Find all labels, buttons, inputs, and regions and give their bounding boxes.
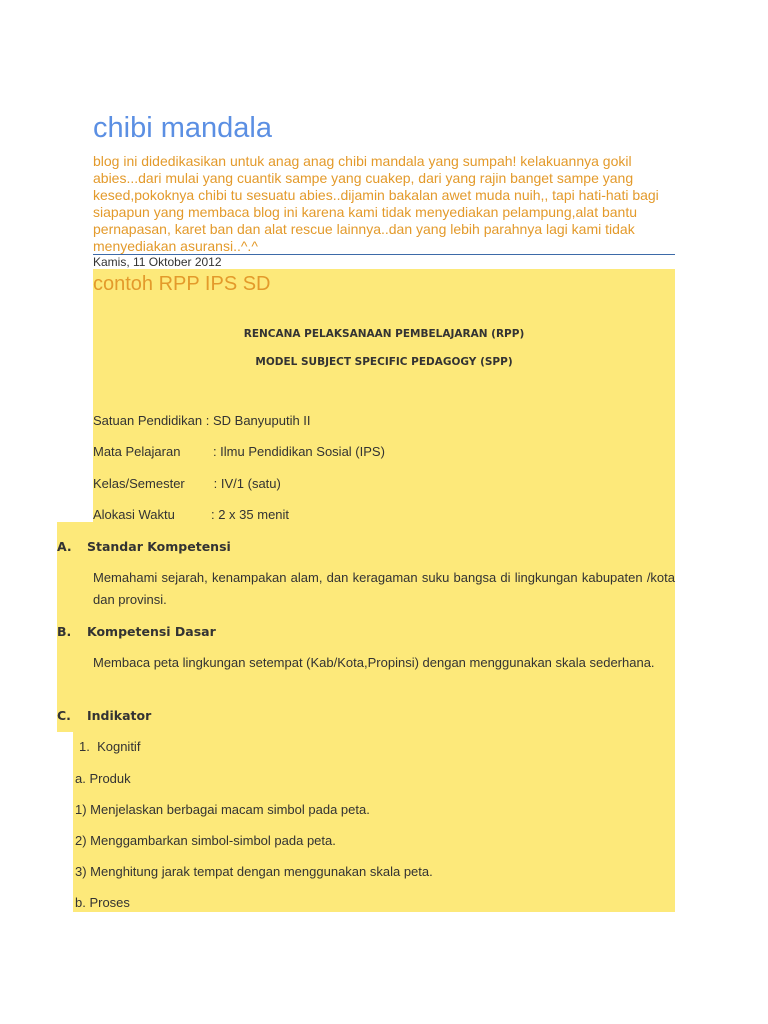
section-a-text: Memahami sejarah, kenampakan alam, dan keragaman suku bangsa di lingkungan kabupaten /kota dan provinsi. — [93, 570, 675, 607]
blog-description: blog ini didedikasikan untuk anag anag chibi mandala yang sumpah! kelakuannya gokil abies...dari mulai yang cuantik sampe yang cuakep, dari yang rajin banget sampe yang kesed,pokoknya chibi tu sesuatu abies..dijamin bakalan awet muda nuih,, tapi hati-hati bagi siapapun yang membaca blog ini karena kami tidak menyediakan pelampung,alat bantu pernapasan, karet ban dan alat rescue lainnya..dan yang lebih parahnya lagi kami tidak menyediakan asuransi..^.^ — [93, 153, 659, 254]
highlight-block-section-b — [57, 608, 675, 692]
list-item: 3) Menghitung jarak tempat dengan menggunakan skala peta. — [75, 864, 433, 879]
section-b-text: Membaca peta lingkungan setempat (Kab/Kota,Propinsi) dengan menggunakan skala sederhana. — [93, 655, 655, 670]
list-item: 2) Menggambarkan simbol-simbol pada peta. — [75, 833, 336, 848]
post-title-link[interactable]: contoh RPP IPS SD — [93, 273, 271, 295]
section-b-letter: B. — [57, 624, 72, 639]
field-satuan-pendidikan: Satuan Pendidikan : SD Banyuputih II — [93, 413, 311, 428]
field-alokasi-waktu: Alokasi Waktu : 2 x 35 menit — [93, 507, 290, 522]
section-b-heading — [57, 624, 216, 639]
section-c-title: Indikator — [87, 708, 152, 723]
section-b-title: Kompetensi Dasar — [87, 624, 216, 639]
section-a-letter: A. — [57, 539, 72, 554]
post-date: Kamis, 11 Oktober 2012 — [93, 255, 222, 269]
document-heading-rpp: RENCANA PELAKSANAAN PEMBELAJARAN (RPP) — [243, 328, 525, 340]
indikator-kognitif: 1. Kognitif — [79, 739, 141, 754]
indikator-proses: b. Proses — [75, 895, 130, 910]
highlight-block-indikator — [73, 732, 675, 912]
section-c-heading — [57, 708, 151, 723]
field-kelas-semester: Kelas/Semester : IV/1 (satu) — [93, 476, 281, 491]
section-a-title: Standar Kompetensi — [87, 539, 231, 554]
blog-title-link[interactable]: chibi mandala — [93, 112, 272, 144]
indikator-produk: a. Produk — [75, 771, 131, 786]
section-c-letter: C. — [57, 708, 71, 723]
document-heading-spp: MODEL SUBJECT SPECIFIC PEDAGOGY (SPP) — [255, 356, 513, 368]
section-a-heading — [57, 539, 231, 554]
field-mata-pelajaran: Mata Pelajaran : Ilmu Pendidikan Sosial (IPS) — [93, 444, 385, 459]
list-item: 1) Menjelaskan berbagai macam simbol pada peta. — [75, 802, 370, 817]
